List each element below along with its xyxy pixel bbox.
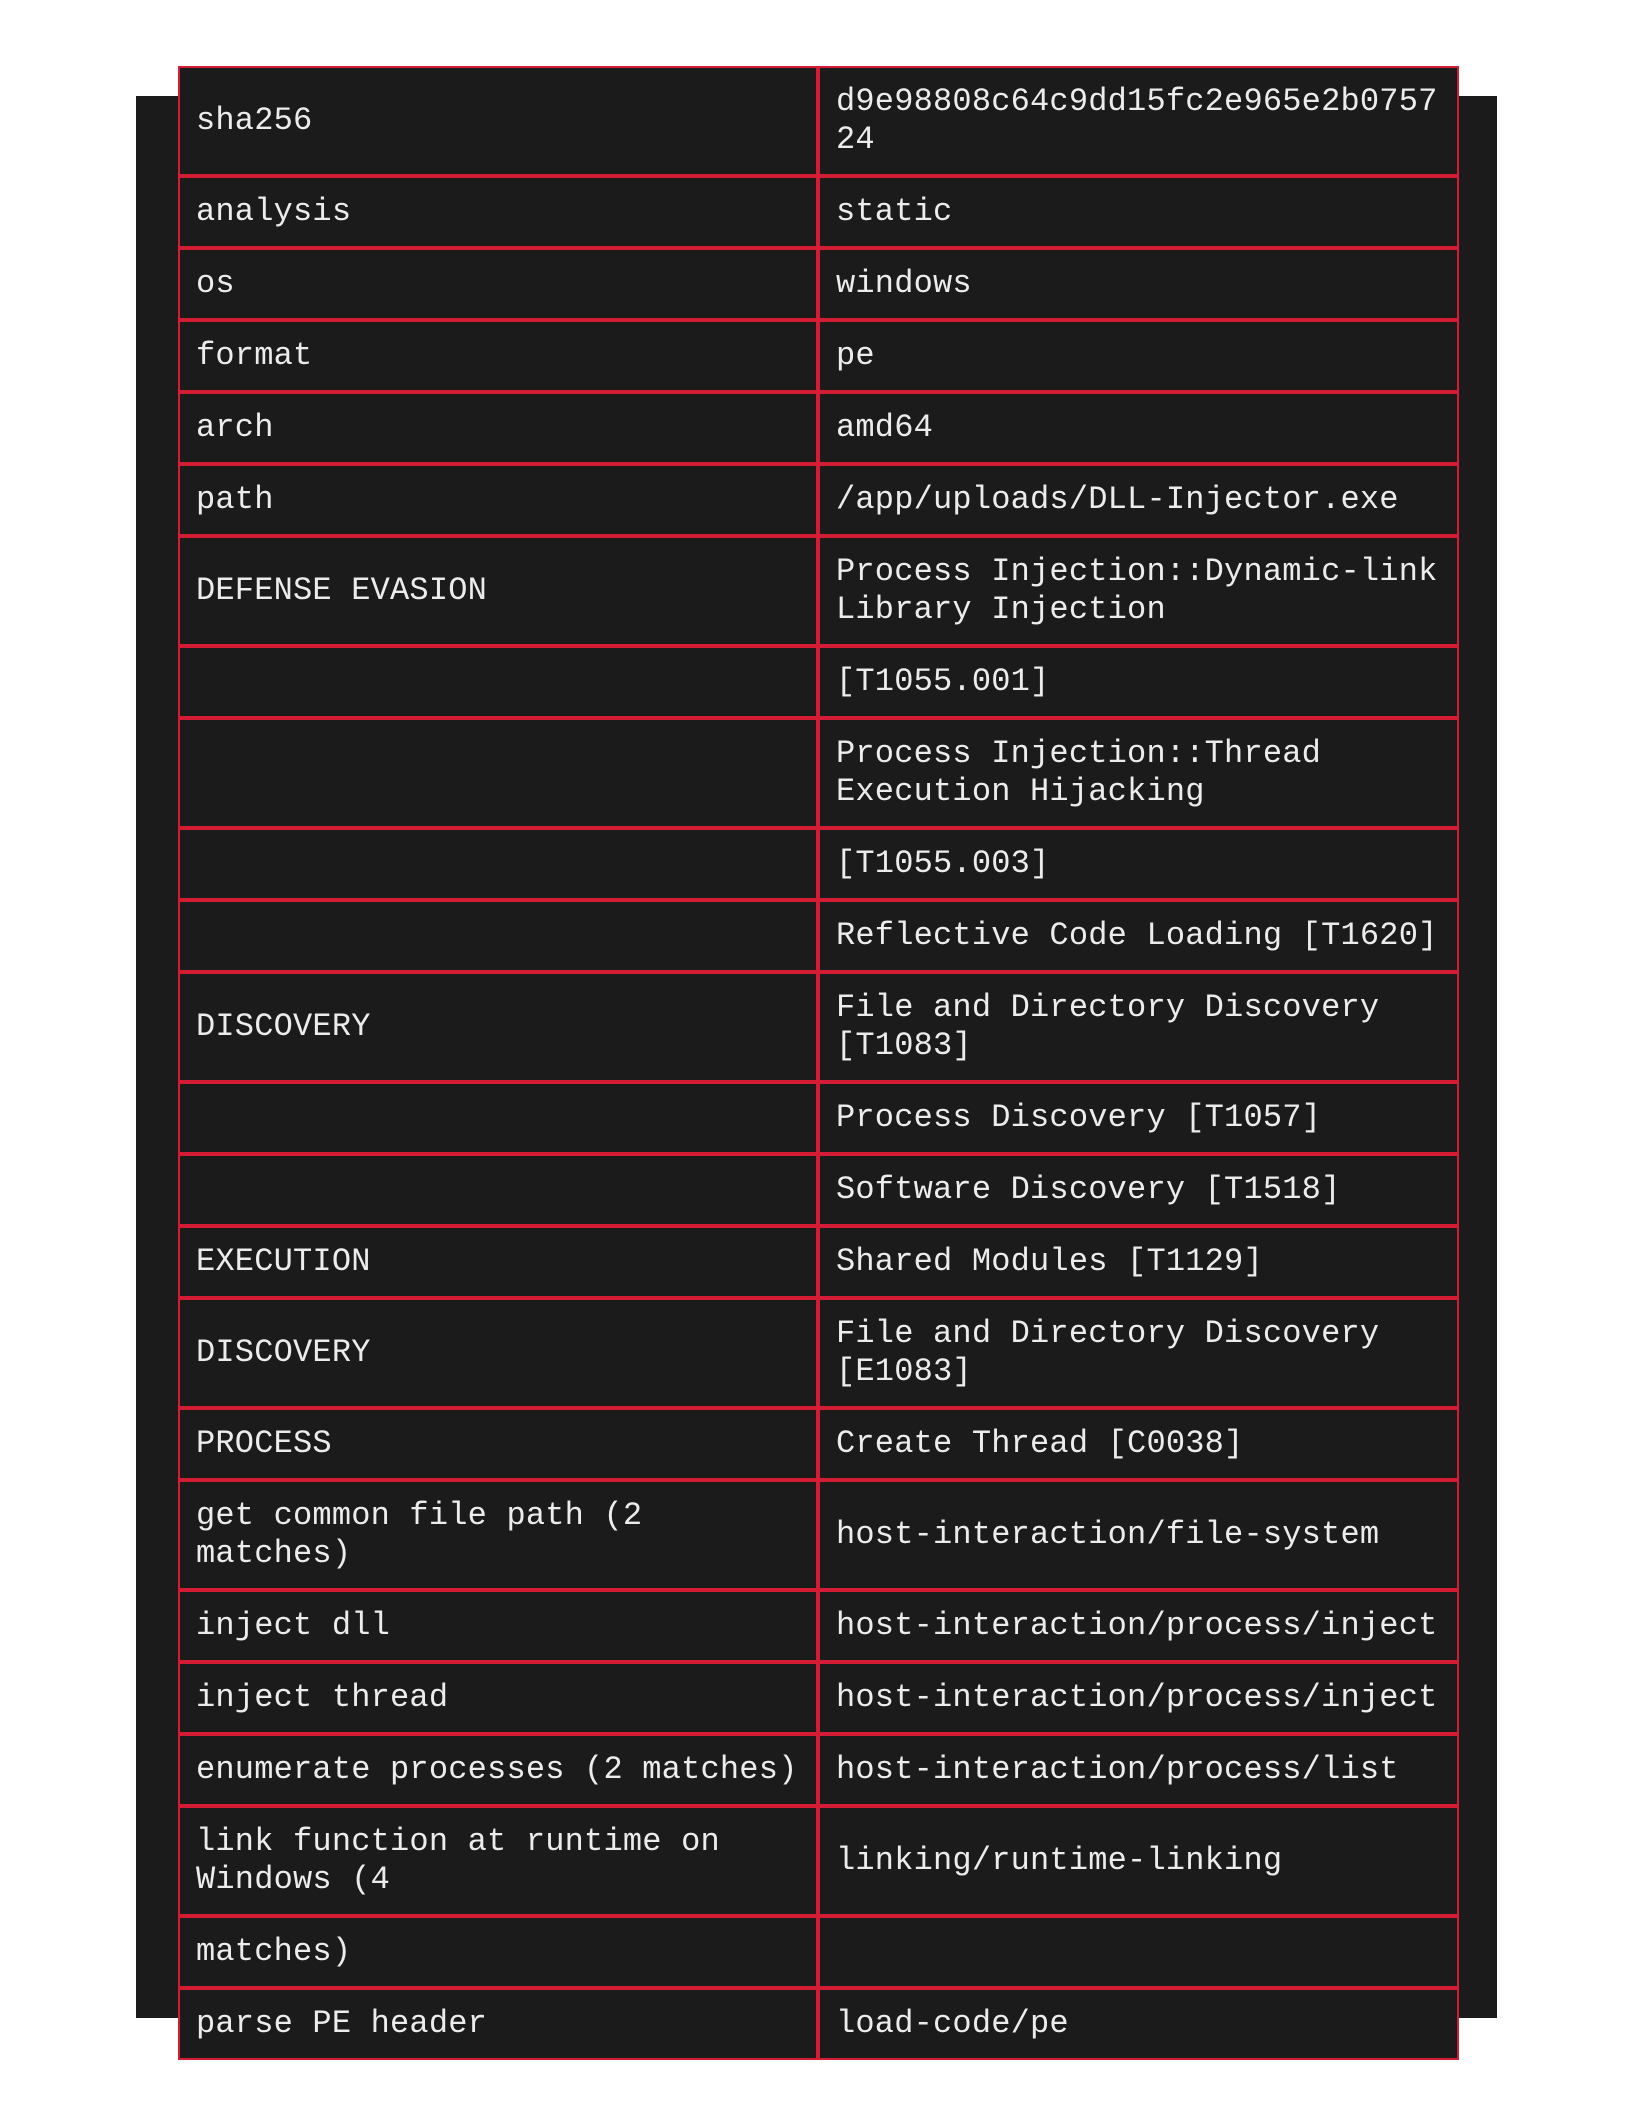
table-row: [178, 828, 1459, 900]
row-key-cell: arch: [178, 392, 818, 464]
row-key-cell: analysis: [178, 176, 818, 248]
row-key-cell: path: [178, 464, 818, 536]
table-row: [178, 718, 1459, 828]
row-value-cell: Process Discovery [T1057]: [818, 1082, 1459, 1154]
row-value-cell: d9e98808c64c9dd15fc2e965e2b0757 24: [818, 66, 1459, 176]
row-value-cell: load-code/pe: [818, 1988, 1459, 2060]
row-value-cell: Shared Modules [T1129]: [818, 1226, 1459, 1298]
row-value-cell: Software Discovery [T1518]: [818, 1154, 1459, 1226]
row-value-cell: [818, 1916, 1459, 1988]
row-key-cell: EXECUTION: [178, 1226, 818, 1298]
row-value-cell: host-interaction/process/inject: [818, 1590, 1459, 1662]
table-row: [178, 1226, 1459, 1298]
table-row: [178, 1298, 1459, 1408]
row-key-cell: enumerate processes (2 matches): [178, 1734, 818, 1806]
row-key-cell: parse PE header: [178, 1988, 818, 2060]
row-value-cell: Process Injection::Dynamic-link Library Injection: [818, 536, 1459, 646]
row-key-cell: [178, 828, 818, 900]
table-row: [178, 176, 1459, 248]
row-key-cell: PROCESS: [178, 1408, 818, 1480]
row-value-cell: linking/runtime-linking: [818, 1806, 1459, 1916]
row-value-cell: pe: [818, 320, 1459, 392]
row-value-cell: File and Directory Discovery [T1083]: [818, 972, 1459, 1082]
table-row: [178, 1988, 1459, 2060]
row-key-cell: [178, 718, 818, 828]
table-row: [178, 1480, 1459, 1590]
table-row: [178, 646, 1459, 718]
row-value-cell: [T1055.001]: [818, 646, 1459, 718]
row-key-cell: [178, 1154, 818, 1226]
row-value-cell: static: [818, 176, 1459, 248]
table-row: [178, 464, 1459, 536]
row-key-cell: matches): [178, 1916, 818, 1988]
table-row: [178, 1806, 1459, 1916]
row-value-cell: host-interaction/file-system: [818, 1480, 1459, 1590]
row-key-cell: [178, 1082, 818, 1154]
row-value-cell: host-interaction/process/list: [818, 1734, 1459, 1806]
row-key-cell: DEFENSE EVASION: [178, 536, 818, 646]
row-value-cell: windows: [818, 248, 1459, 320]
capabilities-table: [178, 66, 1459, 2060]
table-row: [178, 392, 1459, 464]
row-key-cell: DISCOVERY: [178, 1298, 818, 1408]
table-row: [178, 320, 1459, 392]
row-key-cell: DISCOVERY: [178, 972, 818, 1082]
row-value-cell: /app/uploads/DLL-Injector.exe: [818, 464, 1459, 536]
row-value-cell: Reflective Code Loading [T1620]: [818, 900, 1459, 972]
row-value-cell: host-interaction/process/inject: [818, 1662, 1459, 1734]
row-key-cell: os: [178, 248, 818, 320]
row-key-cell: [178, 646, 818, 718]
document-page: [136, 83, 1497, 2042]
table-row: [178, 536, 1459, 646]
row-value-cell: Create Thread [C0038]: [818, 1408, 1459, 1480]
table-row: [178, 1082, 1459, 1154]
row-key-cell: link function at runtime on Windows (4: [178, 1806, 818, 1916]
row-key-cell: inject dll: [178, 1590, 818, 1662]
table-row: [178, 972, 1459, 1082]
table-row: [178, 1916, 1459, 1988]
table-row: [178, 900, 1459, 972]
table-row: [178, 1154, 1459, 1226]
row-key-cell: format: [178, 320, 818, 392]
row-key-cell: [178, 900, 818, 972]
row-value-cell: File and Directory Discovery [E1083]: [818, 1298, 1459, 1408]
row-key-cell: inject thread: [178, 1662, 818, 1734]
table-row: [178, 248, 1459, 320]
row-key-cell: sha256: [178, 66, 818, 176]
table-row: [178, 1734, 1459, 1806]
table-row: [178, 66, 1459, 176]
row-key-cell: get common file path (2 matches): [178, 1480, 818, 1590]
row-value-cell: amd64: [818, 392, 1459, 464]
row-value-cell: Process Injection::Thread Execution Hijacking: [818, 718, 1459, 828]
table-row: [178, 1590, 1459, 1662]
row-value-cell: [T1055.003]: [818, 828, 1459, 900]
table-row: [178, 1408, 1459, 1480]
table-row: [178, 1662, 1459, 1734]
